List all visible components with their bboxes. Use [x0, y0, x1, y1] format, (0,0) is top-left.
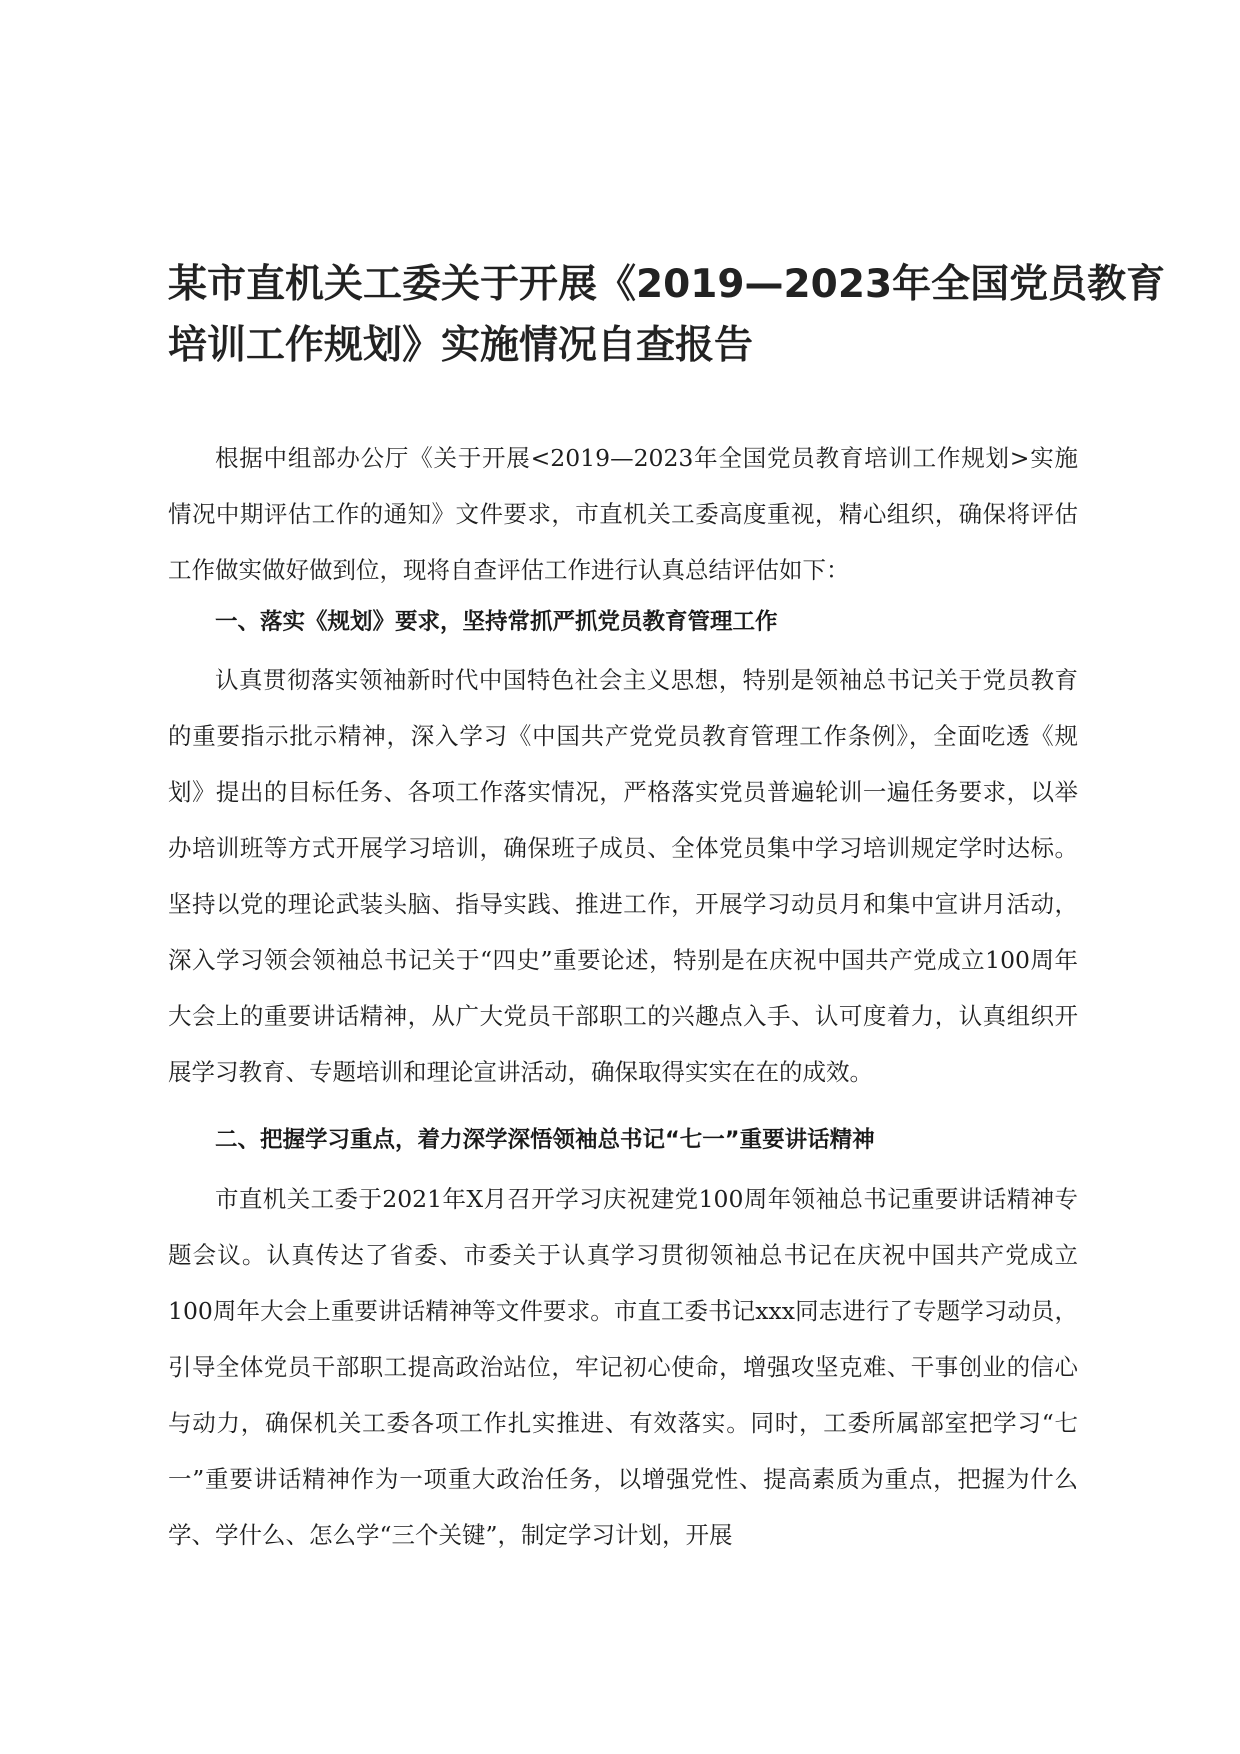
section-1-heading-block	[168, 594, 1078, 650]
intro-paragraph: 根据中组部办公厅《关于开展<2019—2023年全国党员教育培训工作规划>实施情况中期评估工作的通知》文件要求，市直机关工委高度重视，精心组织，确保将评估工作做实做好做到位，现将自查评估工作进行认真总结评估如下：	[168, 444, 1078, 584]
section-heading-1: 一、落实《规划》要求，坚持常抓严抓党员教育管理工作	[215, 609, 778, 635]
title-line-1: 某市直机关工委关于开展《2019—2023年全国党员教育	[168, 262, 1166, 307]
section-paragraph-1: 认真贯彻落实领袖新时代中国特色社会主义思想，特别是领袖总书记关于党员教育的重要指示批示精神，深入学习《中国共产党党员教育管理工作条例》，全面吃透《规划》提出的目标任务、各项工作落实情况，严格落实党员普遍轮训一遍任务要求，以举办培训班等方式开展学习培训，确保班子成员、全体党员集中学习培训规定学时达标。坚持以党的理论武装头脑、指导实践、推进工作，开展学习动员月和集中宣讲月活动，深入学习领会领袖总书记关于“四史”重要论述，特别是在庆祝中国共产党成立100周年大会上的重要讲话精神，从广大党员干部职工的兴趣点入手、认可度着力，认真组织开展学习教育、专题培训和理论宣讲活动，确保取得实实在在的成效。	[168, 666, 1078, 1086]
section-2-heading-block	[168, 1112, 1078, 1168]
document-title	[168, 254, 1166, 376]
section-2-body-block	[168, 1171, 1078, 1563]
intro-block	[168, 430, 1078, 598]
section-1-body-block	[168, 652, 1078, 1100]
section-paragraph-2: 市直机关工委于2021年X月召开学习庆祝建党100周年领袖总书记重要讲话精神专题会议。认真传达了省委、市委关于认真学习贯彻领袖总书记在庆祝中国共产党成立100周年大会上重要讲话精神等文件要求。市直工委书记xxx同志进行了专题学习动员，引导全体党员干部职工提高政治站位，牢记初心使命，增强攻坚克难、干事创业的信心与动力，确保机关工委各项工作扎实推进、有效落实。同时，工委所属部室把学习“七一”重要讲话精神作为一项重大政治任务，以增强党性、提高素质为重点，把握为什么学、学什么、怎么学“三个关键”，制定学习计划，开展	[168, 1185, 1078, 1549]
title-line-2: 培训工作规划》实施情况自查报告	[168, 323, 754, 368]
section-heading-2: 二、把握学习重点，着力深学深悟领袖总书记“七一”重要讲话精神	[215, 1127, 875, 1153]
